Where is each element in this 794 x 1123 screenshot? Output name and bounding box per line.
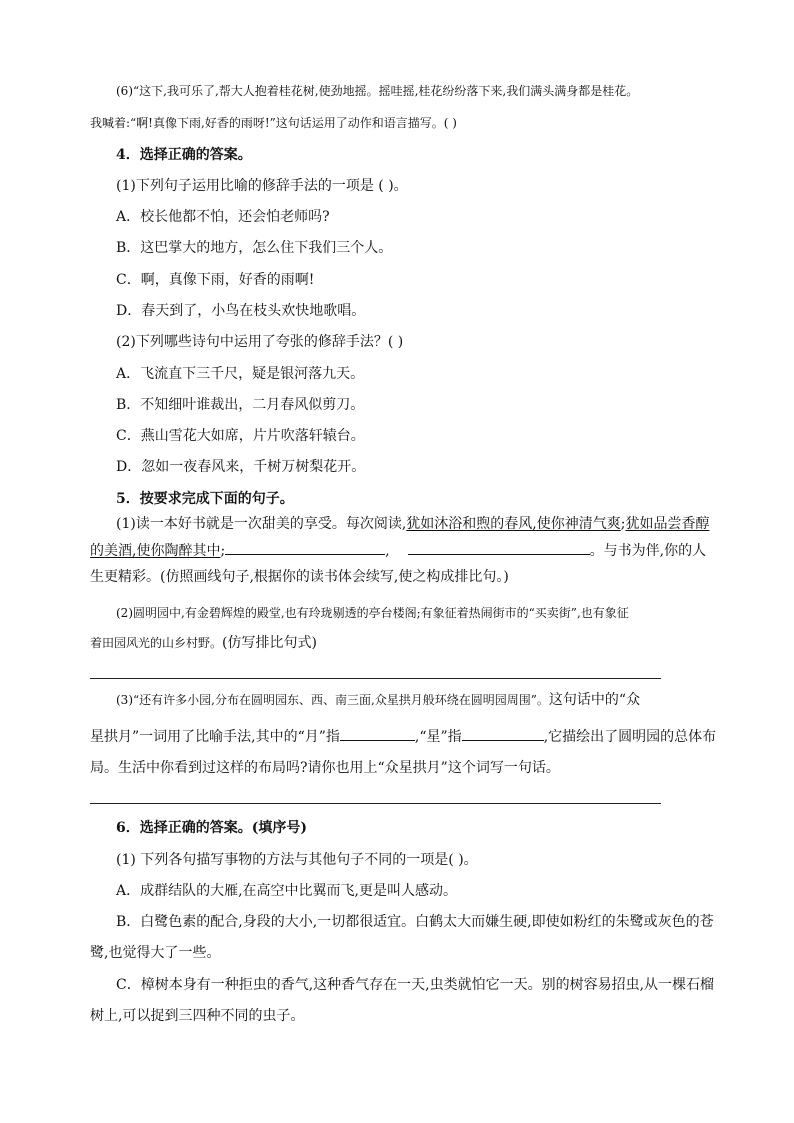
- q5-p1-line2: [90, 540, 706, 561]
- q5-p2-instruction: (仿写排比句式): [222, 635, 317, 651]
- q4-p2-stem: (2)下列哪些诗句中运用了夸张的修辞手法？( ): [116, 334, 404, 350]
- q5-p1-text-b: ;: [620, 516, 626, 532]
- q5-p3-line3: 局。生活中你看到过这样的布局吗?请你也用上“众星拱月”这个词写一句话。: [90, 760, 560, 776]
- q5-p3-star-blank[interactable]: [462, 726, 544, 741]
- q5-p2-line2: [90, 633, 317, 653]
- q4-p2-option-c: C．燕山雪花大如席，片片吹落轩辕台。: [116, 428, 365, 444]
- q5-p3-text-b: ,“星”指: [414, 729, 462, 745]
- q6-title: 6．选择正确的答案。(填序号): [116, 820, 307, 836]
- q5-title: 5．按要求完成下面的句子。: [116, 491, 294, 507]
- q5-p2-line2-text: 着田园风光的山乡村野。: [90, 636, 223, 650]
- q4-p2-option-b: B．不知细叶谁裁出，二月春风似剪刀。: [116, 397, 365, 413]
- q5-p1-line1: [116, 514, 709, 534]
- q5-p1-underlined-2: 犹如品尝香醇: [625, 516, 710, 532]
- q5-p1-underlined-3: 的美酒,使你陶醉其中: [90, 543, 221, 559]
- q6-option-c-line1: C．樟树本身有一种拒虫的香气,这种香气存在一天,虫类就怕它一天。别的树容易招虫,从一棵石榴: [116, 977, 715, 993]
- q4-p1-option-a: A．校长他都不怕，还会怕老师吗?: [116, 209, 330, 225]
- q5-p2-answer-line[interactable]: [90, 678, 661, 679]
- q5-p1-text-e: 。与书为伴,你的人: [589, 543, 707, 559]
- q5-p3-text-a: 星拱月”一词用了比喻手法,其中的“月”指: [90, 729, 340, 745]
- q5-p3-moon-blank[interactable]: [340, 726, 415, 741]
- q3-item6-line2: 我喊着:“啊!真像下雨,好香的雨呀!”这句话运用了动作和语言描写。( ): [90, 116, 457, 130]
- q6-stem: (1) 下列各句描写事物的方法与其他句子不同的一项是( )。: [116, 852, 478, 868]
- q6-option-c-line2: 树上,可以捉到三四种不同的虫子。: [90, 1008, 305, 1024]
- q4-title: 4．选择正确的答案。: [116, 147, 252, 163]
- q6-option-a: A．成群结队的大雁,在高空中比翼而飞,更是叫人感动。: [116, 883, 458, 899]
- q5-p2-line1: (2)圆明园中,有金碧辉煌的殿堂,也有玲珑剔透的亭台楼阁;有象征着热闹街市的“买卖街”,也有象征: [116, 606, 629, 620]
- q4-p1-option-c: C．啊，真像下雨，好香的雨啊!: [116, 272, 315, 288]
- q4-p2-option-d: D．忽如一夜春风来，千树万树梨花开。: [116, 459, 366, 475]
- q5-p3-answer-line[interactable]: [90, 803, 661, 804]
- q5-p1-underlined-1: 犹如沐浴和煦的春风,使你神清气爽: [406, 516, 621, 532]
- q5-p3-line1-tail: 这句话中的“众: [548, 692, 641, 708]
- q4-p1-option-d: D．春天到了，小鸟在枝头欢快地歌唱。: [116, 303, 366, 319]
- q5-p1-text-c: ;: [220, 543, 226, 559]
- q5-p3-line1: [116, 690, 640, 710]
- q5-p1-answer-blank-2[interactable]: [408, 540, 590, 555]
- q4-p1-stem: (1)下列句子运用比喻的修辞手法的一项是 ( )。: [116, 178, 408, 194]
- q3-item6-line1: (6)“这下,我可乐了,帮大人抱着桂花树,使劲地摇。摇哇摇,桂花纷纷落下来,我们满头满身都是桂花。: [116, 84, 639, 98]
- q4-p2-option-a: A．飞流直下三千尺，疑是银河落九天。: [116, 366, 365, 382]
- q5-p3-quote: (3)“还有许多小园,分布在圆明园东、西、南三面,众星拱月般环绕在圆明园周围”。: [116, 693, 549, 707]
- q5-p1-text-d: ,: [385, 543, 390, 559]
- q4-p1-option-b: B．这巴掌大的地方，怎么住下我们三个人。: [116, 240, 393, 256]
- q5-p1-line3: 生更精彩。(仿照画线句子,根据你的读书体会续写,使之构成排比句。): [90, 569, 509, 585]
- q6-option-b-line2: 鹭,也觉得大了一些。: [90, 945, 221, 961]
- q6-option-b-line1: B．白鹭色素的配合,身段的大小,一切都很适宜。白鹤太大而嫌生硬,即使如粉红的朱鹭或灰色的苍: [116, 914, 714, 930]
- q5-p1-answer-blank-1[interactable]: [225, 540, 385, 555]
- q5-p3-text-c: ,它描绘出了圆明园的总体布: [543, 729, 717, 745]
- q5-p3-line2: [90, 726, 716, 747]
- q5-p1-text-a: (1)读一本好书就是一次甜美的享受。每次阅读,: [116, 516, 407, 532]
